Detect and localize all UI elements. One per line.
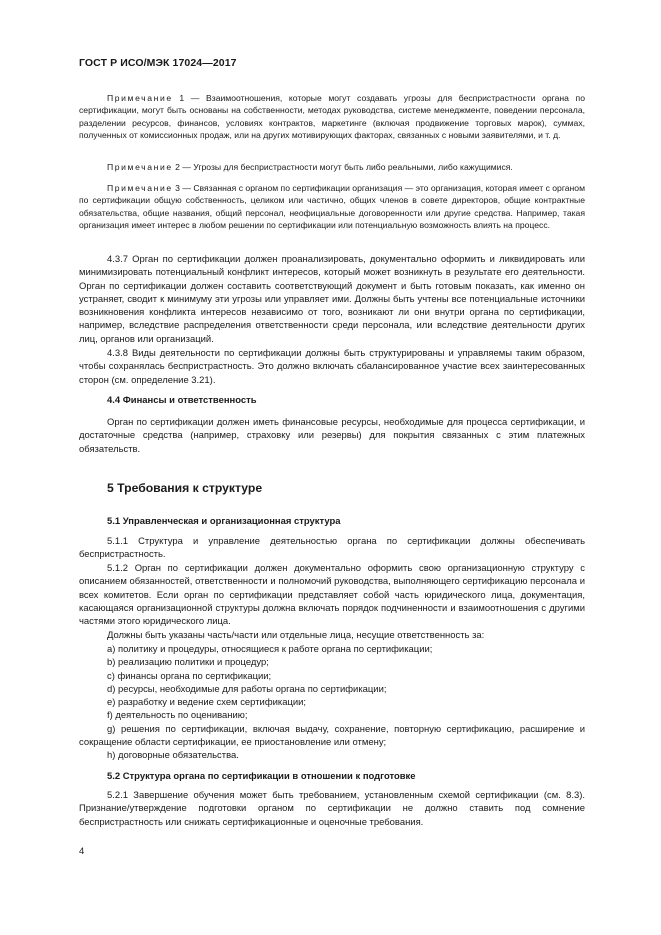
heading-4-4: 4.4 Финансы и ответственность — [107, 395, 257, 406]
paragraph-5-1-2: 5.1.2 Орган по сертификации должен документально оформить свою организационную структуру с описанием обязанностей, ответственности и полномочий руководства, выполняющего сертификацию персонала и всех комитетов. Если орган по сертификации представляет собой часть юридического лица, документация, касающаяся организационной структуры должна включать порядок подчиненности и взаимоотношения с другими частями этого юридического лица. — [79, 563, 585, 628]
paragraph-4-3-8: 4.3.8 Виды деятельности по сертификации должны быть структурированы и управляемы таким образом, чтобы сохранялась беспристрастность. Это должно включать сбалансированное участие всех заинтересованных сторон (см. определение 3.21). — [79, 348, 585, 386]
responsibility-list — [79, 643, 585, 763]
note-1 — [79, 92, 585, 142]
note-text: 2 — Угрозы для беспристрастности могут быть либо реальными, либо кажущимися. — [172, 162, 513, 172]
note-2 — [79, 161, 585, 173]
list-item: g) решения по сертификации, включая выдачу, сохранение, повторную сертификацию, расширение и сокращение области сертификации, ее приостановление или отмену; — [79, 723, 585, 749]
heading-section-5: 5 Требования к структуре — [107, 481, 263, 495]
list-item: a) политику и процедуры, относящиеся к работе органа по сертификации; — [107, 644, 433, 655]
list-item: d) ресурсы, необходимые для работы органа по сертификации; — [107, 683, 387, 695]
note-label: Примечание — [107, 162, 173, 172]
list-item: b) реализацию политики и процедур; — [107, 657, 269, 669]
note-label: Примечание — [107, 183, 173, 193]
page-number: 4 — [79, 846, 85, 857]
note-label: Примечание — [107, 93, 173, 103]
heading-5-2: 5.2 Структура органа по сертификации в отношении к подготовке — [107, 771, 416, 782]
note-3 — [79, 182, 585, 232]
note-text: 1 — Взаимоотношения, которые могут создавать угрозы для беспристрастности органа по сертификации, могут быть основаны на собственности, методах руководства, системе менеджменте, поведении персонала, разделении ресурсов, финансов, условиях контрактов, маркетинге (включая продвижение торговых марок), суммах, полученных от комиссионных продаж, или на других мотивирующих факторах, связанных с новыми заявителями, и т. д. — [79, 93, 585, 141]
paragraph-responsibility: Должны быть указаны часть/части или отдельные лица, несущие ответственность за: — [107, 630, 485, 641]
list-item: f) деятельность по оцениванию; — [107, 710, 248, 722]
paragraph-5-2-1: 5.2.1 Завершение обучения может быть требованием, установленным схемой сертификации (см. 8.3). Признание/утверждение подготовки органом по сертификации не должно ставить под сомнение беспристрастность или снижать сертификационные и оценочные требования. — [79, 790, 585, 828]
heading-5-1: 5.1 Управленческая и организационная структура — [107, 516, 341, 527]
list-item: e) разработку и ведение схем сертификации; — [107, 697, 307, 709]
paragraph-4-4: Орган по сертификации должен иметь финансовые ресурсы, необходимые для процесса сертификации, и достаточные средства (например, страховку или резервы) для покрытия связанных с этим платежных обязательств. — [79, 417, 585, 455]
document-header: ГОСТ Р ИСО/МЭК 17024—2017 — [79, 57, 237, 69]
paragraph-5-1-1: 5.1.1 Структура и управление деятельностью органа по сертификации должны обеспечивать беспристрастность. — [79, 536, 585, 561]
list-item: c) финансы органа по сертификации; — [107, 670, 272, 682]
paragraph-4-3-7: 4.3.7 Орган по сертификации должен проанализировать, документально оформить и ликвидировать или минимизировать потенциальный конфликт интересов, который может возникнуть в результате его деятельности. Орган по сертификации должен составить соответствующий документ и быть готовым показать, как именно он устраняет, сводит к минимуму эти угрозы или управляет ими. Должны быть учтены все потенциальные источники возникновения конфликта интересов независимо от того, возникают ли они внутри органа по сертификации, например, вследствие распределения ответственности среди персонала, или вследствие деятельности других лиц, органов или организаций. — [79, 254, 585, 345]
note-text: 3 — Связанная с органом по сертификации организация — это организация, которая имеет с органом по сертификации общую собственность, целиком или частично, общих членов в совете директоров, общие контрактные обязательства, общие названия, общий персонал, неофициальные договоренности или другие средства. Например, такая организация имеет интерес в любом решении по сертификации или потенциальную возможность влиять на процесс. — [79, 183, 585, 231]
list-item: h) договорные обязательства. — [107, 750, 239, 762]
